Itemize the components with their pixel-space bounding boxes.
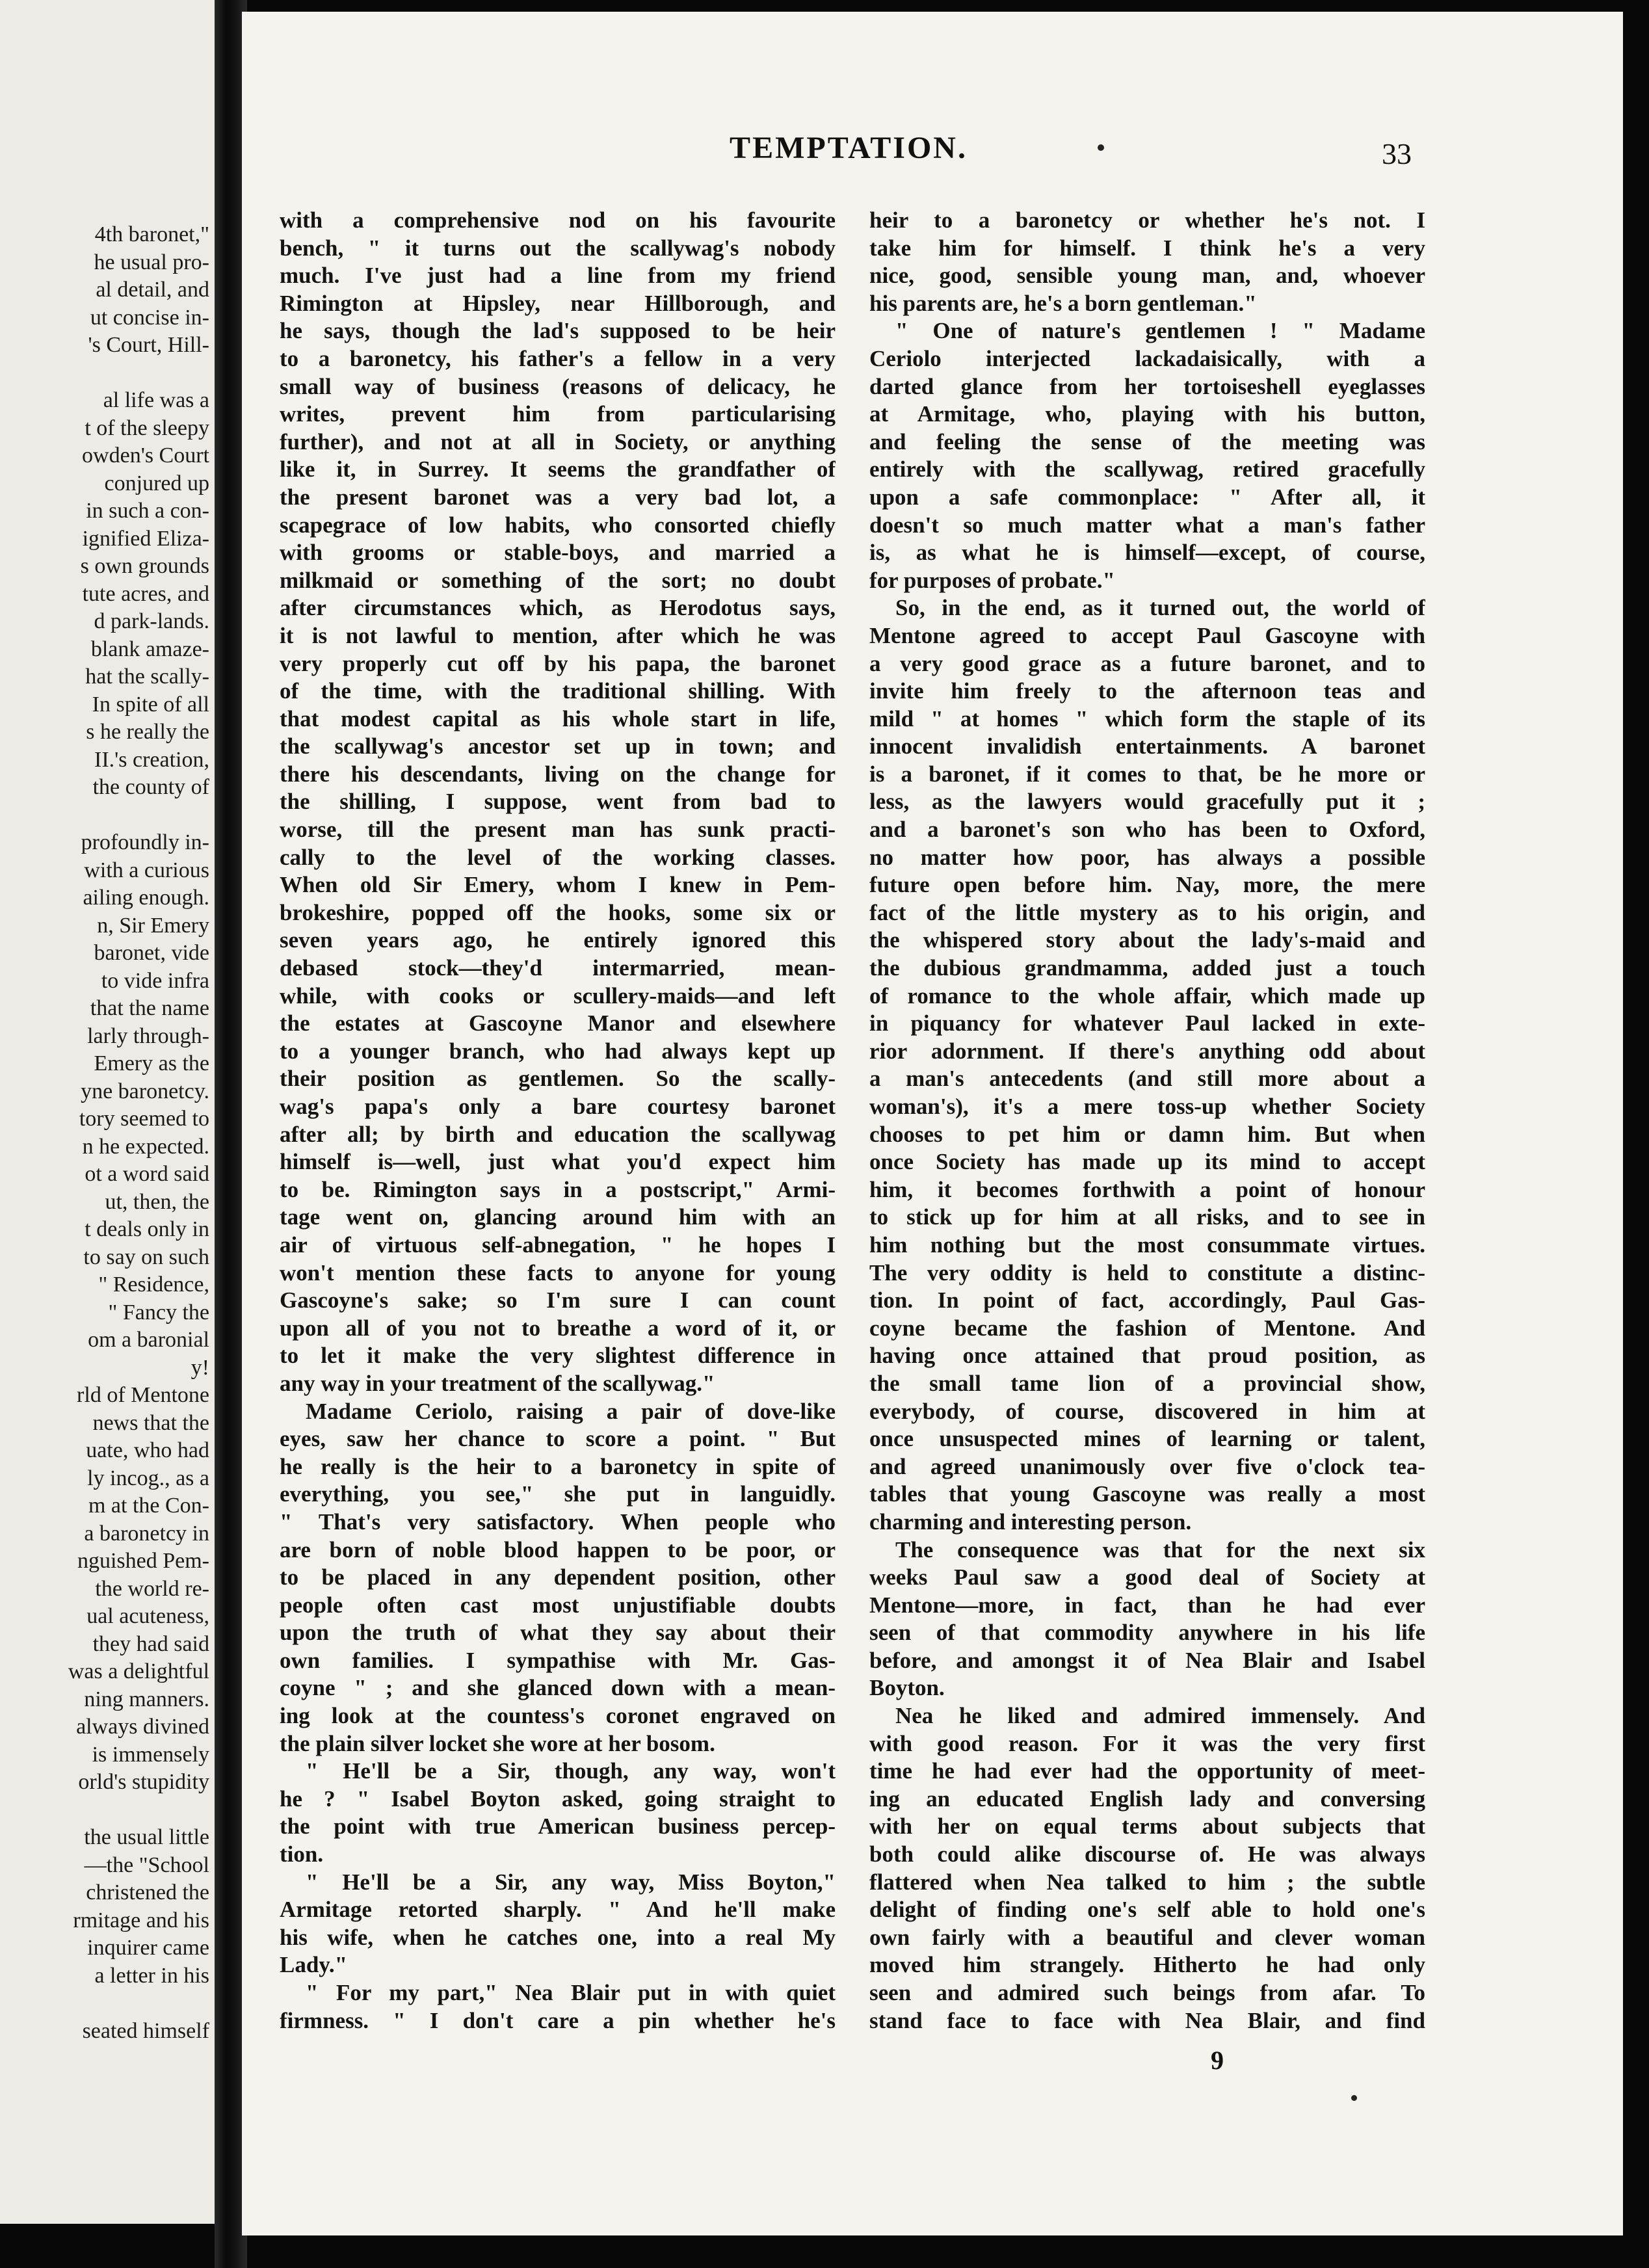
left-page-line: ual acuteness, [86,1604,209,1628]
column-right-line: in piquancy for whatever Paul lacked in exte- [869,1010,1425,1036]
column-left-line: any way in your treatment of the scallywag." [280,1370,715,1396]
column-right-line: tables that young Gascoyne was really a most [869,1481,1425,1507]
column-right-line: moved him strangely. Hitherto he had only [869,1952,1425,1978]
left-page-line: is immensely [92,1742,209,1767]
running-title: TEMPTATION. [730,131,968,165]
left-page-line: rmitage and his [73,1908,209,1932]
column-left-line: worse, till the present man has sunk practi- [280,817,836,843]
column-right-line: nice, good, sensible young man, and, whoever [869,263,1425,289]
column-left-line: to a baronetcy, his father's a fellow in a very [280,345,836,371]
left-page-line: Emery as the [94,1051,209,1075]
left-page-line: t of the sleepy [85,415,209,440]
column-right-line: at Armitage, who, playing with his button, [869,401,1425,427]
column-left-line: very properly cut off by his papa, the baronet [280,650,836,676]
column-left-line: " He'll be a Sir, though, any way, won't [306,1758,836,1784]
column-left-line: their position as gentlemen. So the scally- [280,1066,836,1092]
column-left-line: after all; by birth and education the scallywag [280,1121,836,1147]
column-right-line: chooses to pet him or damn him. But when [869,1121,1425,1147]
column-left-line: with a comprehensive nod on his favourite [280,207,836,233]
left-page-line: tory seemed to [79,1107,209,1131]
column-right-line: everybody, of course, discovered in him at [869,1398,1425,1424]
left-page-text-fragment [0,221,215,2172]
column-left-line: milkmaid or something of the sort; no doubt [280,567,836,593]
left-page-line: to say on such [83,1245,209,1269]
column-left-line: the scallywag's ancestor set up in town; and [280,733,836,759]
column-right-line: Mentone agreed to accept Paul Gascoyne with [869,622,1425,648]
column-left-line: firmness. " I don't care a pin whether he's [280,2007,836,2033]
left-page-line: seated himself [82,2018,209,2043]
left-page-line: orld's stupidity [78,1770,209,1794]
column-right-line: Boyton. [869,1675,945,1701]
column-left-line: the present baronet was a very bad lot, a [280,484,836,510]
left-page [0,0,215,2224]
column-right-line: before, and amongst it of Nea Blair and Isabel [869,1647,1425,1673]
column-left-line: tage went on, glancing around him with an [280,1204,836,1230]
left-page-line: he usual pro- [94,250,209,274]
left-page-line: they had said [92,1631,209,1656]
column-left-line: himself is—well, just what you'd expect him [280,1149,836,1175]
column-right-line: is, as what he is himself—except, of course, [869,540,1425,566]
column-left-line: When old Sir Emery, whom I knew in Pem- [280,872,836,898]
column-right-line: innocent invalidish entertainments. A baronet [869,733,1425,759]
left-page-line: n, Sir Emery [97,913,209,938]
text-column-left [280,207,836,2035]
column-left-line: cally to the level of the working classes. [280,844,836,870]
column-left-line: air of virtuous self-abnegation, " he hopes I [280,1232,836,1258]
column-right-line: once Society has made up its mind to accept [869,1149,1425,1175]
left-page-line: hat the scally- [85,665,209,689]
column-left-line: everything, you see," she put in languidly. [280,1481,836,1507]
column-right-line: take him for himself. I think he's a very [869,235,1425,261]
column-right-line: mild " at homes " which form the staple of its [869,705,1425,732]
left-page-line: s own grounds [80,554,209,578]
column-left-line: to let it make the very slightest difference in [280,1343,836,1369]
column-right-line: charming and interesting person. [869,1509,1192,1535]
column-right-line: woman's), it's a mere toss-up whether Society [869,1094,1425,1119]
column-left-line: the plain silver locket she wore at her bosom. [280,1730,715,1756]
left-page-line: always divined [76,1715,209,1739]
left-page-line: d park-lands. [94,609,209,633]
column-right-line: doesn't so much matter what a man's father [869,512,1425,538]
column-right-line: stand face to face with Nea Blair, and find [869,2007,1425,2033]
column-left-line: brokeshire, popped off the hooks, some six or [280,899,836,925]
column-left-line: Gascoyne's sake; so I'm sure I can count [280,1287,836,1313]
column-left-line: with grooms or stable-boys, and married a [280,540,836,566]
column-left-line: of the time, with the traditional shilling. With [280,678,836,704]
ink-speck [1098,144,1104,151]
left-page-line: a letter in his [94,1963,209,1988]
column-right-line: and feeling the sense of the meeting was [869,429,1425,455]
column-right-line: a very good grace as a future baronet, and to [869,650,1425,676]
left-page-line: larly through- [87,1023,209,1048]
column-left-line: he says, though the lad's supposed to be heir [280,318,836,344]
column-left-line: he really is the heir to a baronetcy in spite of [280,1453,836,1479]
column-right-line: tion. In point of fact, accordingly, Paul Gas- [869,1287,1425,1313]
column-right-line: So, in the end, as it turned out, the world of [895,595,1425,621]
column-left-line: ing look at the countess's coronet engraved on [280,1703,836,1729]
left-page-line [0,802,215,830]
left-page-line [0,360,215,388]
column-left-line: to be placed in any dependent position, other [280,1564,836,1590]
left-page-line: christened the [86,1880,209,1905]
column-left-line: Rimington at Hipsley, near Hillborough, and [280,290,836,316]
column-left-line: like it, in Surrey. It seems the grandfather of [280,456,836,482]
column-right-line: Ceriolo interjected lackadaisically, with a [869,345,1425,371]
left-page-line: ly incog., as a [87,1466,209,1490]
left-page-line: m at the Con- [88,1494,209,1518]
left-page-line: to vide infra [101,968,209,993]
column-right-line: Nea he liked and admired immensely. And [895,1703,1425,1729]
left-page-line: tute acres, and [82,581,209,606]
column-right-line: is a baronet, if it comes to that, be he more or [869,761,1425,787]
column-right-line: his parents are, he's a born gentleman." [869,290,1257,316]
column-right-line: having once attained that proud position, as [869,1343,1425,1369]
left-page-line: al life was a [103,388,209,412]
column-left-line: won't mention these facts to anyone for young [280,1259,836,1286]
column-left-line: there his descendants, living on the change for [280,761,836,787]
left-page-line: with a curious [84,858,209,882]
column-right-line: the small tame lion of a provincial show, [869,1370,1425,1396]
signature-mark: 9 [1211,2046,1224,2075]
column-left-line: Lady." [280,1952,348,1978]
left-page-line: yne baronetcy. [81,1079,209,1103]
column-left-line: " For my part," Nea Blair put in with quiet [306,1980,836,2005]
left-page-line: the usual little [84,1825,209,1849]
left-page-line: news that the [92,1410,209,1435]
column-left-line: debased stock—they'd intermarried, mean- [280,955,836,981]
column-right-line: fact of the little mystery as to his origin, and [869,899,1425,925]
left-page-line: ailing enough. [83,886,209,910]
column-left-line: he ? " Isabel Boyton asked, going straight to [280,1786,836,1812]
left-page-line: uate, who had [86,1438,209,1462]
left-page-line: In spite of all [92,692,209,717]
column-left-line: the shilling, I suppose, went from bad to [280,789,836,815]
column-right-line: of romance to the whole affair, which made up [869,982,1425,1009]
column-left-line: it is not lawful to mention, after which he was [280,622,836,648]
left-page-line: y! [191,1355,209,1380]
column-right-line: upon a safe commonplace: " After all, it [869,484,1425,510]
column-left-line: further), and not at all in Society, or anything [280,429,836,455]
column-left-line: seven years ago, he entirely ignored this [280,927,836,953]
column-right-line: delight of finding one's self able to hold one's [869,1897,1425,1923]
left-page-line: " Fancy the [108,1300,209,1325]
column-right-line: and a baronet's son who has been to Oxford, [869,817,1425,843]
column-left-line: are born of noble blood happen to be poor, or [280,1536,836,1563]
left-page-line: 4th baronet," [94,222,209,246]
left-page-line: rld of Mentone [77,1383,209,1407]
column-left-line: people often cast most unjustifiable doubts [280,1592,836,1618]
column-left-line: small way of business (reasons of delicacy, he [280,373,836,399]
left-page-line: II.'s creation, [94,747,209,772]
left-page-line: blank amaze- [90,637,209,661]
left-page-line: conjured up [104,471,209,495]
column-right-line: own fairly with a beautiful and clever woman [869,1924,1425,1950]
column-right-line: seen and admired such beings from afar. To [869,1980,1425,2005]
left-page-line: the world re- [95,1576,209,1601]
ink-speck-bottom [1351,2095,1357,2101]
column-right-line: The consequence was that for the next six [895,1536,1425,1563]
left-page-line: om a baronial [88,1328,209,1352]
column-left-line: " He'll be a Sir, any way, Miss Boyton," [306,1869,836,1895]
column-right-line: with good reason. For it was the very first [869,1730,1425,1756]
left-page-line: nguished Pem- [77,1549,209,1573]
column-right-line: weeks Paul saw a good deal of Society at [869,1564,1425,1590]
column-right-line: darted glance from her tortoiseshell eyeglasses [869,373,1425,399]
left-page-line: —the "School [84,1853,209,1877]
column-right-line: once unsuspected mines of learning or talent, [869,1426,1425,1452]
column-right-line: a man's antecedents (and still more about a [869,1066,1425,1092]
left-page-line: the county of [92,775,209,799]
left-page-line: owden's Court [82,443,209,468]
column-right-line: coyne became the fashion of Mentone. And [869,1315,1425,1341]
column-right-line: both could alike discourse of. He was always [869,1841,1425,1867]
column-right-line: rior adornment. If there's anything odd about [869,1038,1425,1064]
column-left-line: " That's very satisfactory. When people who [280,1509,836,1535]
column-right-line: heir to a baronetcy or whether he's not. I [869,207,1425,233]
left-page-line: ut concise in- [90,305,209,330]
left-page-line: was a delightful [68,1659,209,1683]
column-left-line: bench, " it turns out the scallywag's nobody [280,235,836,261]
column-left-line: the estates at Gascoyne Manor and elsewhere [280,1010,836,1036]
left-page-line: in such a con- [86,499,209,523]
column-right-line: seen of that commodity anywhere in his life [869,1620,1425,1646]
column-left-line: much. I've just had a line from my friend [280,263,836,289]
column-right-line: Mentone—more, in fact, than he had ever [869,1592,1425,1618]
left-page-line: that the name [90,996,209,1020]
column-left-line: upon all of you not to breathe a word of it, or [280,1315,836,1341]
text-column-right [869,207,1425,2035]
column-right-line: the dubious grandmamma, added just a touch [869,955,1425,981]
column-right-line: invite him freely to the afternoon teas and [869,678,1425,704]
column-left-line: writes, prevent him from particularising [280,401,836,427]
column-right-line: future open before him. Nay, more, the mere [869,872,1425,898]
column-left-line: while, with cooks or scullery-maids—and left [280,982,836,1009]
left-page-line: inquirer came [87,1936,209,1960]
column-left-line: to a younger branch, who had always kept up [280,1038,836,1064]
left-page-line: ignified Eliza- [82,526,209,551]
column-left-line: eyes, saw her chance to score a point. " But [280,1426,836,1452]
left-page-line: al detail, and [96,278,209,302]
column-left-line: his wife, when he catches one, into a real My [280,1924,836,1950]
column-right-line: The very oddity is held to constitute a distinc- [869,1259,1425,1286]
column-right-line: him nothing but the most consummate virtues. [869,1232,1425,1258]
column-right-line: with her on equal terms about subjects that [869,1813,1425,1839]
column-left-line: the point with true American business percep- [280,1813,836,1839]
page-number: 33 [1382,137,1412,170]
column-left-line: tion. [280,1841,324,1867]
left-page-line: ut, then, the [105,1189,209,1214]
left-page-line: a baronetcy in [84,1521,209,1546]
left-page-line: profoundly in- [81,830,209,854]
column-right-line: entirely with the scallywag, retired gracefully [869,456,1425,482]
column-right-line: " One of nature's gentlemen ! " Madame [895,318,1425,344]
left-page-line: ot a word said [85,1162,209,1186]
column-right-line: flattered when Nea talked to him ; the subtle [869,1869,1425,1895]
column-right-line: him, it becomes forthwith a point of honour [869,1176,1425,1202]
left-page-line: " Residence, [98,1272,209,1297]
column-left-line: Madame Ceriolo, raising a pair of dove-like [306,1398,836,1424]
left-page-line: t deals only in [85,1217,209,1241]
left-page-line [0,1990,215,2018]
column-left-line: Armitage retorted sharply. " And he'll make [280,1897,836,1923]
column-left-line: to be. Rimington says in a postscript," Armi- [280,1176,836,1202]
column-right-line: less, as the lawyers would gracefully put it ; [869,789,1425,815]
left-page-line: s he really the [86,720,209,744]
column-right-line: ing an educated English lady and conversing [869,1786,1425,1812]
column-left-line: after circumstances which, as Herodotus says, [280,595,836,621]
column-left-line: upon the truth of what they say about their [280,1620,836,1646]
column-left-line: that modest capital as his whole start in life, [280,705,836,732]
left-page-line: n he expected. [82,1134,209,1159]
left-page-line [0,1797,215,1825]
column-left-line: coyne " ; and she glanced down with a mean- [280,1675,836,1701]
column-right-line: and agreed unanimously over five o'clock tea- [869,1453,1425,1479]
left-page-line: ning manners. [84,1687,209,1711]
left-page-line: baronet, vide [94,941,209,965]
column-right-line: the whispered story about the lady's-maid and [869,927,1425,953]
column-left-line: own families. I sympathise with Mr. Gas- [280,1647,836,1673]
column-right-line: to stick up for him at all risks, and to see in [869,1204,1425,1230]
column-right-line: time he had ever had the opportunity of meet- [869,1758,1425,1784]
left-page-line: 's Court, Hill- [88,333,209,357]
column-right-line: for purposes of probate." [869,567,1115,593]
column-right-line: no matter how poor, has always a possible [869,844,1425,870]
column-left-line: wag's papa's only a bare courtesy baronet [280,1094,836,1119]
column-left-line: scapegrace of low habits, who consorted chiefly [280,512,836,538]
